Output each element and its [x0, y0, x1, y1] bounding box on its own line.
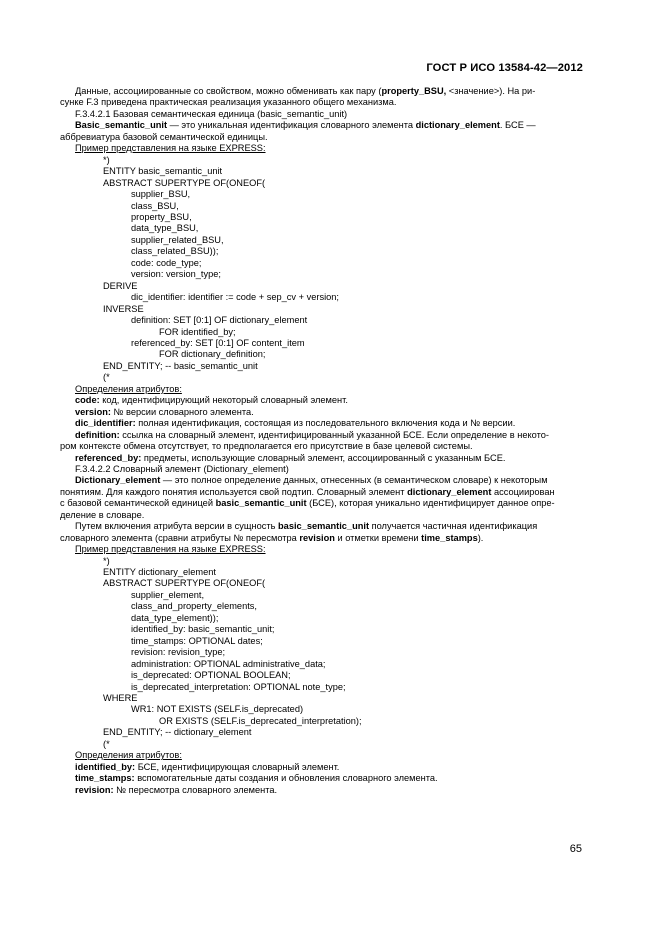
code-line: WR1: NOT EXISTS (SELF.is_deprecated)	[131, 704, 304, 715]
attribute-name: time_stamps:	[75, 773, 135, 784]
code-line: supplier_related_BSU,	[131, 234, 224, 245]
code-line: *)	[103, 555, 110, 566]
code-line: *)	[103, 154, 110, 165]
attribute-name: version:	[75, 406, 111, 417]
code-line: referenced_by: SET [0:1] OF content_item	[131, 337, 305, 348]
paragraph-line	[60, 487, 584, 498]
attribute-desc: полная идентификация, состоящая из последовательного включения кода и № версии.	[135, 418, 516, 429]
text: словарного элемента (сравни атрибуты № пересмотра	[60, 532, 300, 543]
code-line: FOR dictionary_definition;	[159, 349, 266, 360]
attribute-desc: предметы, использующие словарный элемент, ассоциированный с указанным БСЕ.	[141, 452, 506, 463]
text: получается частичная идентификация	[369, 521, 538, 532]
attribute-name: dic_identifier:	[75, 418, 136, 429]
bold-term: basic_semantic_unit	[278, 521, 370, 532]
attribute-name: identified_by:	[75, 761, 136, 772]
code-line: INVERSE	[103, 303, 144, 314]
code-line: ENTITY basic_semantic_unit	[103, 166, 223, 177]
bold-term: revision	[299, 532, 335, 543]
text: Путем включения атрибута версии в сущность	[75, 521, 279, 532]
attributes-title: Определения атрибутов:	[75, 383, 182, 394]
attribute-desc: БСЕ, идентифицирующая словарный элемент.	[135, 761, 340, 772]
code-line: property_BSU,	[131, 211, 192, 222]
text: — это уникальная идентификация словарного элемента	[167, 120, 416, 131]
page-number: 65	[569, 843, 582, 855]
code-line: is_deprecated: OPTIONAL BOOLEAN;	[131, 670, 291, 681]
text: <значение>). На ри-	[446, 86, 536, 96]
section-heading: F.3.4.2.2 Словарный элемент (Dictionary_element)	[75, 463, 289, 474]
bold-term: property_BSU,	[381, 86, 447, 96]
text: Данные, ассоциированные со свойством, можно обменивать как пару (	[75, 86, 382, 96]
bold-term: dictionary_element	[415, 120, 500, 131]
text: и отметки времени	[334, 532, 422, 543]
attribute-name: referenced_by:	[75, 452, 142, 463]
paragraph-line: сунке F.3 приведена практическая реализация указанного общего механизма.	[60, 97, 397, 108]
code-line: ENTITY dictionary_element	[103, 567, 216, 578]
attribute-definition	[60, 441, 584, 452]
attribute-desc: вспомогательные даты создания и обновления словарного элемента.	[134, 773, 438, 784]
code-line: revision: revision_type;	[131, 647, 226, 658]
text: ).	[477, 532, 484, 543]
code-line: (*	[103, 738, 110, 749]
code-line: WHERE	[103, 693, 138, 704]
attribute-definition	[60, 395, 584, 406]
code-line: definition: SET [0:1] OF dictionary_element	[131, 315, 308, 326]
paragraph-line	[60, 475, 584, 486]
attribute-definition	[60, 407, 584, 418]
attribute-definition	[60, 773, 584, 784]
attribute-name: definition:	[75, 429, 120, 440]
attribute-name: code:	[75, 395, 100, 406]
paragraph-line: деление в словаре.	[60, 509, 145, 520]
bold-term: Basic_semantic_unit	[75, 120, 168, 131]
code-line: administration: OPTIONAL administrative_data;	[131, 658, 326, 669]
code-line: class_BSU,	[131, 200, 179, 211]
code-line: ABSTRACT SUPERTYPE OF(ONEOF(	[103, 578, 266, 589]
document-header: ГОСТ Р ИСО 13584-42—2012	[426, 62, 583, 74]
code-line: data_type_BSU,	[131, 223, 199, 234]
code-line: data_type_element));	[131, 612, 219, 623]
text: с базовой семантической единицей	[60, 498, 216, 509]
code-line: supplier_BSU,	[131, 189, 191, 200]
attribute-desc: ром контексте обмена отсутствует, то предполагается его присутствие в базе целевой системы.	[60, 441, 473, 452]
attribute-desc: ссылка на словарный элемент, идентифицированный указанной БСЕ. Если определение в некото-	[119, 429, 549, 440]
text: . БСЕ —	[499, 120, 536, 131]
code-line: dic_identifier: identifier := code + sep_cv + version;	[131, 292, 339, 303]
code-line: class_and_property_elements,	[131, 601, 257, 612]
code-line: is_deprecated_interpretation: OPTIONAL note_type;	[131, 681, 346, 692]
code-line: time_stamps: OPTIONAL dates;	[131, 635, 263, 646]
attribute-definition	[60, 418, 584, 429]
code-line: class_related_BSU));	[131, 246, 219, 257]
paragraph-line	[60, 120, 584, 131]
attribute-definition	[60, 785, 584, 796]
attribute-definition	[60, 762, 584, 773]
paragraph-line	[60, 521, 584, 532]
bold-term: basic_semantic_unit	[215, 498, 307, 509]
example-title: Пример представления на языке EXPRESS:	[75, 544, 266, 555]
example-title: Пример представления на языке EXPRESS:	[75, 143, 266, 154]
code-line: END_ENTITY; -- basic_semantic_unit	[103, 360, 258, 371]
attributes-title: Определения атрибутов:	[75, 750, 182, 761]
attribute-desc: код, идентифицирующий некоторый словарный элемент.	[99, 395, 348, 406]
code-line: END_ENTITY; -- dictionary_element	[103, 727, 252, 738]
code-line: OR EXISTS (SELF.is_deprecated_interpretation);	[159, 715, 362, 726]
code-block-2	[60, 556, 584, 751]
attribute-desc: № версии словарного элемента.	[110, 406, 254, 417]
code-line: identified_by: basic_semantic_unit;	[131, 624, 275, 635]
attribute-desc: № пересмотра словарного элемента.	[113, 784, 278, 795]
text: ассоциирован	[491, 486, 555, 497]
code-line: (*	[103, 372, 110, 383]
text: понятиям. Для каждого понятия используется свой подтип. Словарный элемент	[60, 486, 408, 497]
code-line: ABSTRACT SUPERTYPE OF(ONEOF(	[103, 177, 266, 188]
paragraph-line	[60, 498, 584, 509]
text: (БСЕ), которая уникально идентифицирует данное опре-	[306, 498, 555, 509]
paragraph-line	[60, 533, 584, 544]
bold-term: Dictionary_element	[75, 475, 161, 486]
attribute-definition	[60, 430, 584, 441]
code-line: supplier_element,	[131, 589, 205, 600]
paragraph-line: аббревиатура базовой семантической единицы.	[60, 131, 268, 142]
code-line: version: version_type;	[131, 269, 221, 280]
code-block-1	[60, 155, 584, 384]
text: — это полное определение данных, отнесенных (в семантическом словаре) к некоторым	[160, 475, 548, 486]
code-line: FOR identified_by;	[159, 326, 236, 337]
code-line: code: code_type;	[131, 257, 202, 268]
paragraph-line	[60, 86, 584, 97]
bold-term: dictionary_element	[407, 486, 492, 497]
code-line: DERIVE	[103, 280, 138, 291]
attribute-name: revision:	[75, 784, 114, 795]
attribute-definition	[60, 453, 584, 464]
bold-term: time_stamps	[421, 532, 478, 543]
document-body	[60, 86, 584, 796]
section-heading: F.3.4.2.1 Базовая семантическая единица (basic_semantic_unit)	[75, 108, 348, 119]
